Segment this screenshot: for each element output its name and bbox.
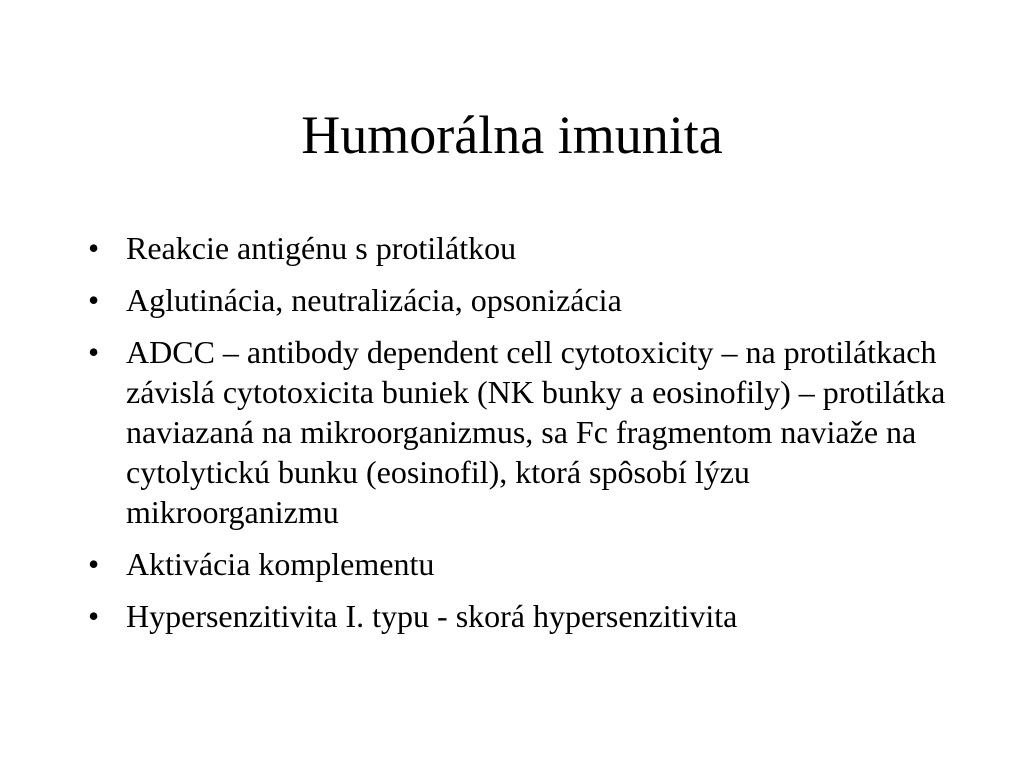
- bullet-text: Reakcie antigénu s protilátkou: [126, 230, 517, 266]
- bullet-text: ADCC – antibody dependent cell cytotoxicity – na protilátkach závislá cytotoxicita buniek (NK bunky a eosinofily) – protilátka naviazaná na mikroorganizmus, sa Fc fragmentom naviaže na cytolytickú bunku (eosinofil), ktorá spôsobí lýzu mikroorganizmu: [126, 334, 946, 530]
- bullet-item: [88, 332, 958, 532]
- bullet-dot-icon: •: [88, 282, 100, 318]
- bullet-item: [88, 544, 958, 584]
- bullet-list: [88, 228, 958, 648]
- slide-title: Humorálna imunita: [301, 105, 723, 165]
- bullet-text: Aktivácia komplementu: [126, 546, 435, 582]
- bullet-item: [88, 280, 958, 320]
- bullet-item: [88, 596, 958, 636]
- bullet-dot-icon: •: [88, 546, 100, 582]
- bullet-text: Aglutinácia, neutralizácia, opsonizácia: [126, 282, 622, 318]
- bullet-text: Hypersenzitivita I. typu - skorá hypersenzitivita: [126, 598, 738, 634]
- bullet-item: [88, 228, 958, 268]
- bullet-dot-icon: •: [88, 598, 100, 634]
- bullet-dot-icon: •: [88, 334, 100, 370]
- bullet-dot-icon: •: [88, 230, 100, 266]
